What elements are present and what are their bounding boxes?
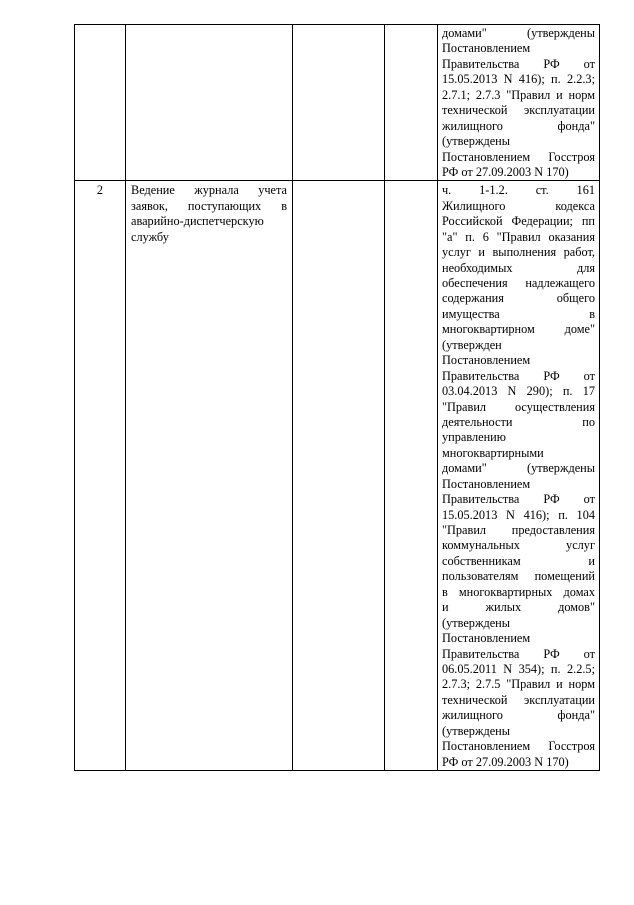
work-name-cell <box>126 25 293 181</box>
text-line: жилищного фонда" <box>442 708 595 723</box>
table-row <box>75 25 600 181</box>
row-number-cell: 2 <box>75 181 126 771</box>
text-line: аварийно-диспетчерскую <box>131 214 264 229</box>
text-line: 2.7.1; 2.7.3 "Правил и норм <box>442 87 595 102</box>
text-line: обеспечения надлежащего <box>442 276 595 290</box>
work-name-cell <box>126 181 293 771</box>
text-line: домами" (утверждены <box>442 26 595 40</box>
empty-cell <box>385 25 438 181</box>
text-line: (утверждены <box>442 615 511 630</box>
text-line: 2.7.3; 2.7.5 "Правил и норм <box>442 677 595 692</box>
text-line: РФ от 27.09.2003 N 170) <box>442 164 569 179</box>
text-line: Постановлением Госстроя <box>442 739 595 754</box>
text-line: Постановлением <box>442 631 531 646</box>
text-line: Российской Федерации; пп <box>442 214 595 229</box>
table-row <box>75 181 600 771</box>
text-line: собственникам и <box>442 553 595 568</box>
text-line: Постановлением <box>442 353 531 368</box>
empty-cell <box>385 181 438 771</box>
text-line: "Правил осуществления <box>442 399 595 414</box>
legal-basis-text <box>442 183 595 770</box>
text-line: необходимых для <box>442 260 595 275</box>
text-line: Правительства РФ от <box>442 368 595 383</box>
row-number-cell <box>75 25 126 181</box>
legal-basis-cell <box>438 25 600 181</box>
text-line: Правительства РФ от <box>442 646 595 661</box>
text-line: заявок, поступающих в <box>131 198 287 213</box>
text-line: РФ от 27.09.2003 N 170) <box>442 754 569 769</box>
text-line: жилищного фонда" <box>442 118 595 133</box>
text-line: 06.05.2011 N 354); п. 2.2.5; <box>442 661 595 676</box>
text-line: многоквартирными <box>442 445 544 460</box>
legal-basis-text <box>442 26 595 180</box>
text-line: технической эксплуатации <box>442 692 595 707</box>
text-line: "а" п. 6 "Правил оказания <box>442 229 595 244</box>
text-line: и жилых домов" <box>442 600 595 615</box>
text-line: Постановлением Госстроя <box>442 149 595 164</box>
text-line: управлению <box>442 430 506 445</box>
text-line: 15.05.2013 N 416); п. 104 <box>442 507 595 522</box>
text-line: Правительства РФ от <box>442 56 595 71</box>
text-line: (утверждены <box>442 134 511 149</box>
text-line: содержания общего <box>442 291 595 306</box>
text-line: Жилищного кодекса <box>442 198 595 213</box>
text-line: многоквартирном доме" <box>442 322 595 337</box>
text-line: (утверждены <box>442 723 511 738</box>
text-line: коммунальных услуг <box>442 538 595 553</box>
text-line: 15.05.2013 N 416); п. 2.2.3; <box>442 72 595 87</box>
legal-basis-cell <box>438 181 600 771</box>
text-line: пользователям помещений <box>442 569 595 584</box>
text-line: в многоквартирных домах <box>442 584 595 599</box>
text-line: службу <box>131 229 169 244</box>
text-line: домами" (утверждены <box>442 461 595 476</box>
text-line: деятельности по <box>442 414 595 429</box>
requirements-table <box>74 24 600 771</box>
text-line: 03.04.2013 N 290); п. 17 <box>442 384 595 399</box>
text-line: ч. 1-1.2. ст. 161 <box>442 183 595 198</box>
text-line: услуг и выполнения работ, <box>442 245 595 260</box>
text-line: Правительства РФ от <box>442 492 595 507</box>
text-line: Постановлением <box>442 41 531 56</box>
work-name-text <box>131 183 287 245</box>
text-line: имущества в <box>442 306 595 321</box>
text-line: технической эксплуатации <box>442 103 595 118</box>
text-line: (утвержден <box>442 337 502 352</box>
text-line: Ведение журнала учета <box>131 183 287 198</box>
empty-cell <box>293 25 385 181</box>
empty-cell <box>293 181 385 771</box>
text-line: Постановлением <box>442 476 531 491</box>
text-line: "Правил предоставления <box>442 523 595 537</box>
